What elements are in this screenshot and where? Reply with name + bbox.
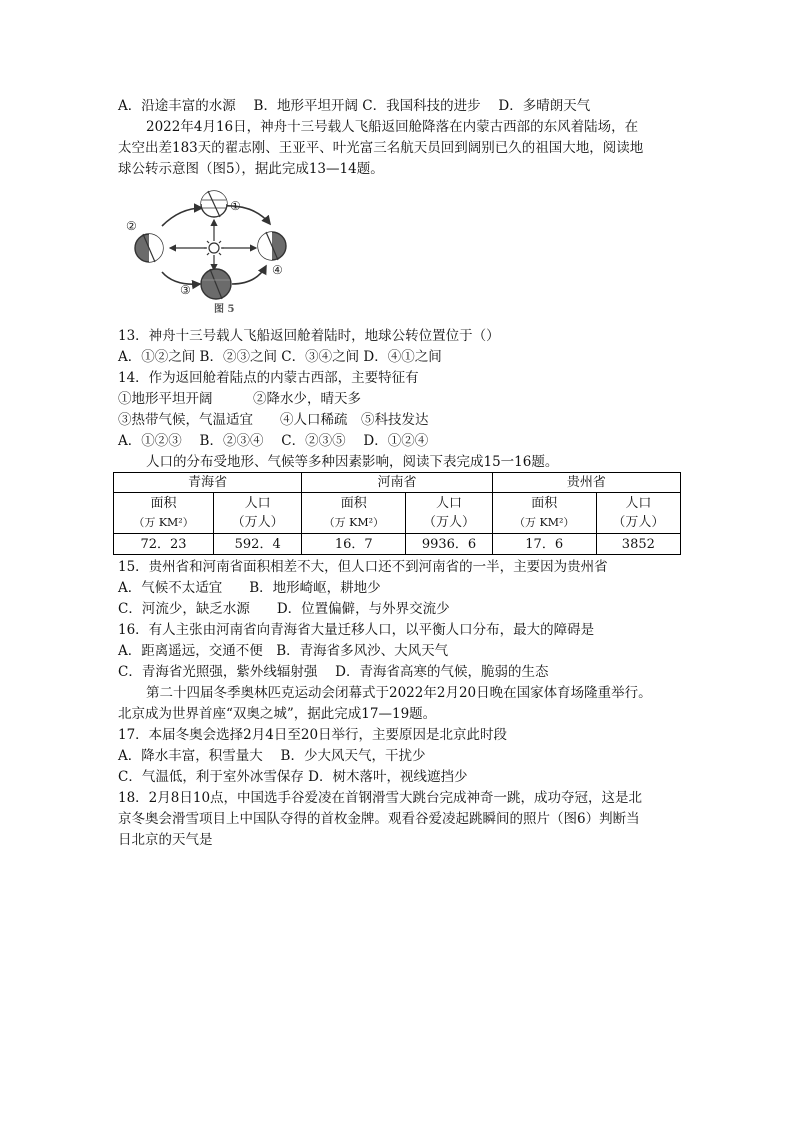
q13-stem: 13．神舟十三号载人飞船返回舱着陆时，地球公转位置位于（） (118, 328, 500, 344)
pop-unit: （万人） (422, 515, 475, 530)
earth-position-4 (258, 232, 286, 260)
q17-options-b: C．气温低，利于室外冰雪保存 D．树木落叶，视线遮挡少 (118, 769, 468, 785)
table-header-row (114, 473, 681, 493)
q17-stem: 17．本届冬奥会选择2月4日至20日举行，主要原因是北京此时段 (118, 727, 508, 743)
earth-position-2 (135, 234, 163, 262)
passage-shenzhou-line2: 太空出差183天的翟志刚、王亚平、叶光富三名航天员回到阔别已久的祖国大地，阅读地 (118, 140, 644, 156)
label-1: ① (230, 199, 241, 213)
pop-label: 人口 (244, 496, 271, 511)
area-unit: （万 KM²） (514, 516, 575, 529)
qinghai-pop: 592．4 (214, 534, 302, 555)
sun-ray-arrows (170, 220, 256, 270)
q12-options: A．沿途丰富的水源 B．地形平坦开阔 C．我国科技的进步 D．多晴朗天气 (118, 98, 591, 114)
henan-pop: 9936．6 (406, 534, 492, 555)
q16-options-a: A．距离遥远，交通不便 B．青海省多风沙、大风天气 (118, 643, 449, 659)
table-values-row (114, 534, 681, 555)
earth-revolution-diagram (122, 190, 298, 316)
col-pop (596, 493, 680, 534)
q17-options-a: A．降水丰富，积雪量大 B．少大风天气，干扰少 (118, 748, 426, 764)
earth-position-1 (201, 191, 227, 217)
pop-unit: （万人） (612, 515, 665, 530)
col-area (302, 493, 406, 534)
province-henan: 河南省 (302, 473, 492, 493)
area-unit: （万 KM²） (133, 516, 194, 529)
q13-options: A．①②之间 B．②③之间 C．③④之间 D．④①之间 (118, 349, 442, 365)
figure-caption: 图 5 (214, 304, 235, 315)
orbit-arc-bottom-right (232, 266, 266, 284)
pop-label: 人口 (435, 496, 462, 511)
pop-label: 人口 (625, 496, 652, 511)
q16-stem: 16．有人主张由河南省向青海省大量迁移人口，以平衡人口分布，最大的障碍是 (118, 622, 595, 638)
qinghai-area: 72．23 (114, 534, 214, 555)
q18-stem-line3: 日北京的天气是 (118, 832, 213, 848)
col-pop (406, 493, 492, 534)
area-label: 面积 (340, 496, 367, 511)
q15-options-a: A．气候不太适宜 B．地形崎岖，耕地少 (118, 580, 381, 596)
sun-icon (204, 238, 224, 258)
earth-position-3 (201, 269, 231, 299)
q16-options-b: C．青海省光照强，紫外线辐射强 D．青海省高寒的气候，脆弱的生态 (118, 664, 549, 680)
q14-stem: 14．作为返回舱着陆点的内蒙古西部，主要特征有 (118, 370, 419, 386)
col-area (492, 493, 596, 534)
henan-area: 16．7 (302, 534, 406, 555)
passage-shenzhou-line1: 2022年4月16日，神舟十三号载人飞船返回舱降落在内蒙古西部的东风着陆场，在 (146, 119, 639, 135)
label-4: ④ (272, 263, 283, 277)
q15-stem: 15．贵州省和河南省面积相差不大，但人口还不到河南省的一半，主要因为贵州省 (118, 559, 608, 575)
table-subheader-row (114, 493, 681, 534)
col-pop (214, 493, 302, 534)
area-label: 面积 (531, 496, 558, 511)
province-qinghai: 青海省 (114, 473, 302, 493)
province-guizhou: 贵州省 (492, 473, 680, 493)
q18-stem-line2: 京冬奥会滑雪项目上中国队夺得的首枚金牌。观看谷爱凌起跳瞬间的照片（图6）判断当 (118, 811, 640, 827)
q15-options-b: C．河流少，缺乏水源 D．位置偏僻，与外界交流少 (118, 601, 450, 617)
label-2: ② (126, 219, 137, 233)
pop-unit: （万人） (231, 515, 284, 530)
passage-olympics-line2: 北京成为世界首座“双奥之城”，据此完成17—19题。 (118, 706, 437, 722)
q14-items-a: ①地形平坦开阔 ②降水少，晴天多 (118, 391, 361, 407)
area-label: 面积 (150, 496, 177, 511)
table-intro: 人口的分布受地形、气候等多种因素影响，阅读下表完成15一16题。 (146, 454, 559, 470)
area-unit: （万 KM²） (323, 516, 384, 529)
q14-items-b: ③热带气候，气温适宜 ④人口稀疏 ⑤科技发达 (118, 412, 429, 428)
q18-stem-line1: 18．2月8日10点，中国选手谷爱凌在首钢滑雪大跳台完成神奇一跳，成功夺冠，这是北 (118, 790, 643, 806)
passage-olympics-line1: 第二十四届冬季奥林匹克运动会闭幕式于2022年2月20日晚在国家体育场隆重举行。 (146, 685, 652, 701)
guizhou-pop: 3852 (596, 534, 680, 555)
passage-shenzhou-line3: 球公转示意图（图5），据此完成13—14题。 (118, 161, 384, 177)
label-3: ③ (180, 283, 191, 297)
orbit-arc-top-left (162, 208, 202, 226)
guizhou-area: 17．6 (492, 534, 596, 555)
col-area (114, 493, 214, 534)
q14-options: A．①②③ B．②③④ C．②③⑤ D．①②④ (118, 433, 429, 449)
population-table (113, 472, 681, 555)
